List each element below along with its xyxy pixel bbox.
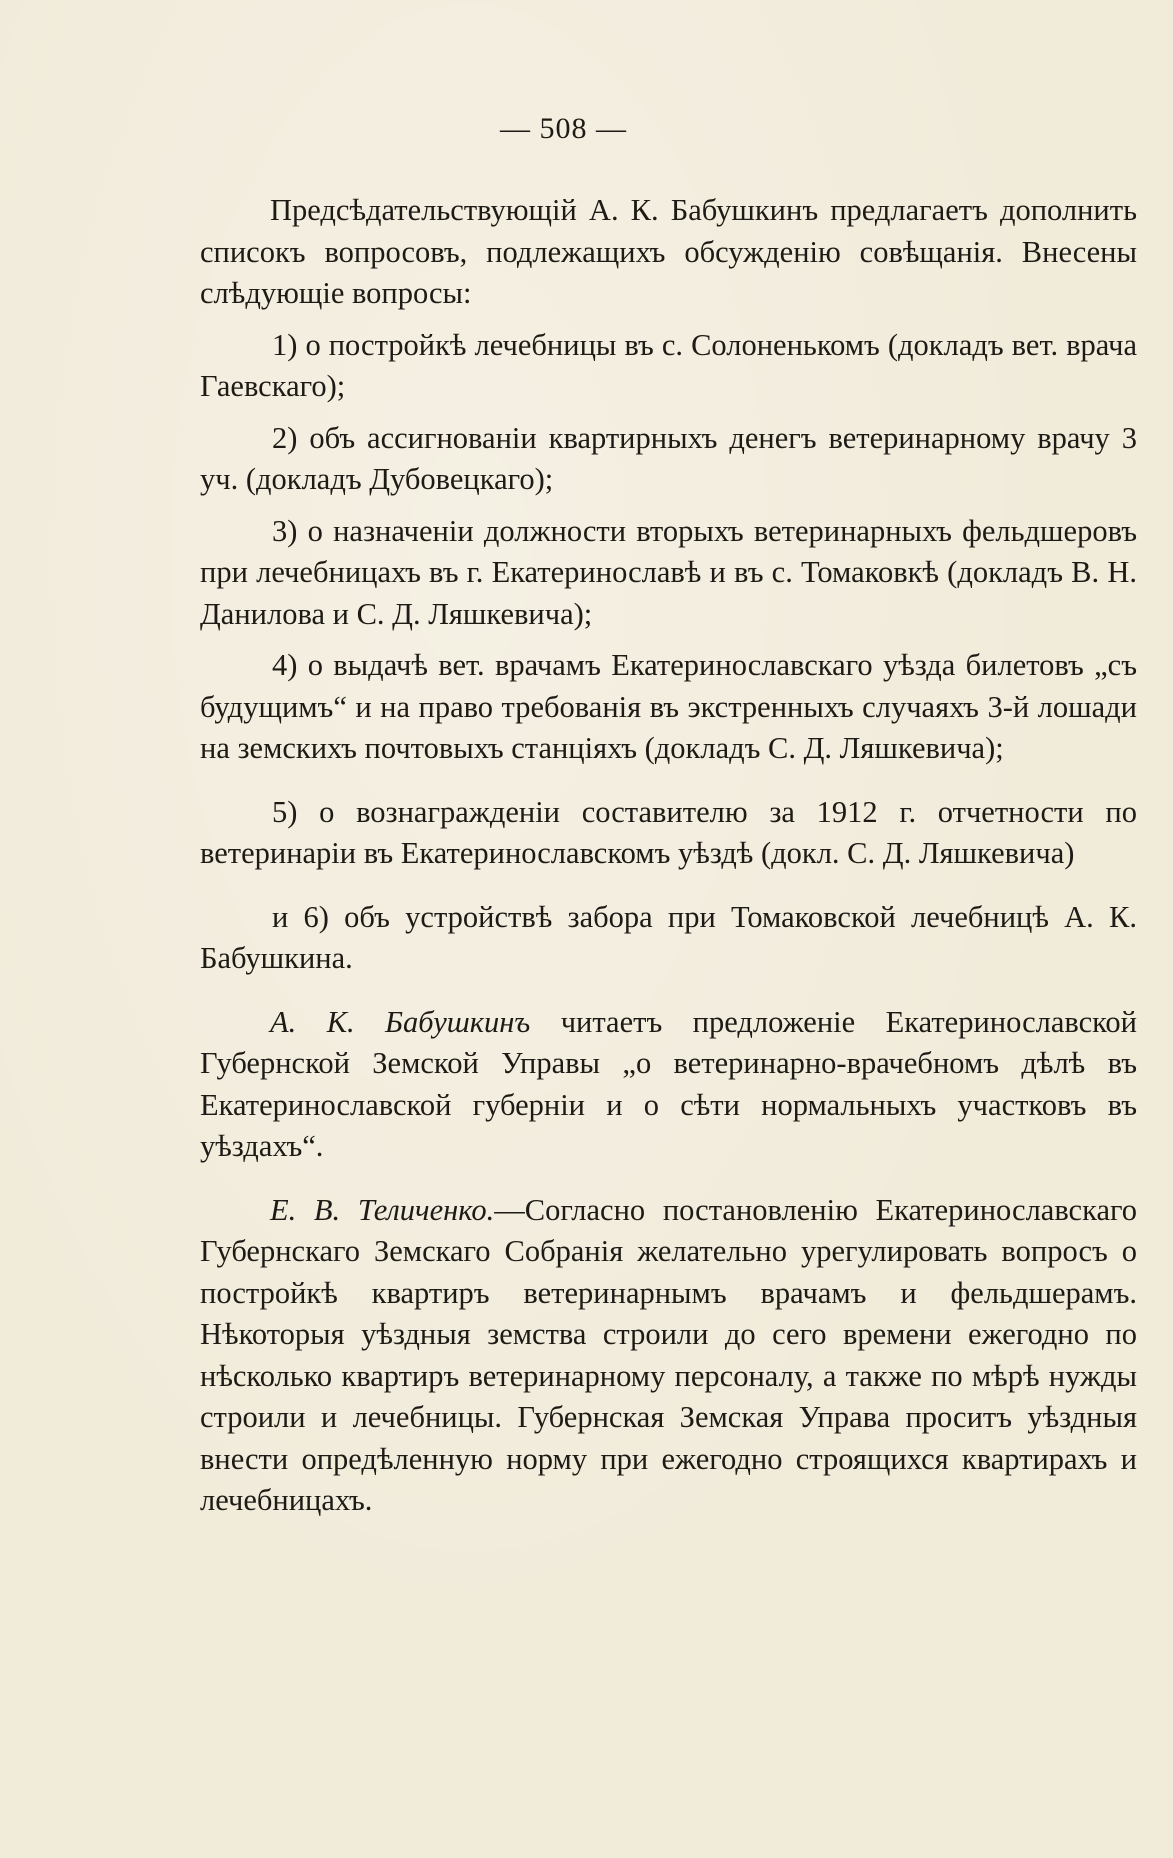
agenda-item-6: и 6) объ устройствѣ забора при Томаковской лечебницѣ А. К. Бабушкина.: [200, 899, 1137, 975]
agenda-item-2: 2) объ ассигнованіи квартирныхъ денегъ ветеринарному врачу 3 уч. (докладъ Дубовецкаго);: [200, 420, 1137, 496]
paragraph-text: —Согласно постановленію Екатеринославскаго Губернскаго Земскаго Собранія желательно урегулировать вопросъ о постройкѣ квартиръ ветеринарнымъ врачамъ и фельдшерамъ. Нѣкоторыя уѣздныя земства строили до сего времени ежегодно по нѣсколько квартиръ ветеринарному персоналу, а также по мѣрѣ нужды строили и лечебницы. Губернская Земская Управа проситъ уѣздныя внести опредѣленную норму при ежегодно строящихся квартирахъ и лечебницахъ.: [200, 1192, 1137, 1517]
speaker-name: А. К. Бабушкинъ: [270, 1004, 531, 1039]
paragraph-text: читаетъ предложеніе Екатеринославской Губернской Земской Управы „о ветеринарно-врачебномъ дѣлѣ въ Екатеринославской губерніи и о сѣти нормальныхъ участковъ въ уѣздахъ“.: [200, 1004, 1137, 1163]
paragraph-babushkin: [200, 1002, 1137, 1168]
agenda-item-1: 1) о постройкѣ лечебницы въ с. Солоненькомъ (докладъ вет. врача Гаевскаго);: [200, 327, 1137, 403]
agenda-item-5: 5) о вознагражденіи составителю за 1912 г. отчетности по ветеринаріи въ Екатеринославскомъ уѣздѣ (докл. С. Д. Ляшкевича): [200, 794, 1137, 870]
body-text: [200, 190, 1137, 1522]
page-number: — 508 —: [500, 112, 627, 145]
paragraph-telichenko: [200, 1190, 1137, 1522]
agenda-item-3: 3) о назначеніи должности вторыхъ ветеринарныхъ фельдшеровъ при лечебницахъ въ г. Екатеринославѣ и въ с. Томаковкѣ (докладъ В. Н. Данилова и С. Д. Ляшкевича);: [200, 513, 1137, 631]
speaker-name: Е. В. Теличенко.: [270, 1192, 495, 1227]
paragraph-intro: Предсѣдательствующій А. К. Бабушкинъ предлагаетъ дополнить списокъ вопросовъ, подлежащихъ обсужденію совѣщанія. Внесены слѣдующіе вопросы:: [200, 193, 1137, 310]
agenda-item-4: 4) о выдачѣ вет. врачамъ Екатеринославскаго уѣзда билетовъ „съ будущимъ“ и на право требованія въ экстренныхъ случаяхъ 3-й лошади на земскихъ почтовыхъ станціяхъ (докладъ С. Д. Ляшкевича);: [200, 648, 1137, 765]
